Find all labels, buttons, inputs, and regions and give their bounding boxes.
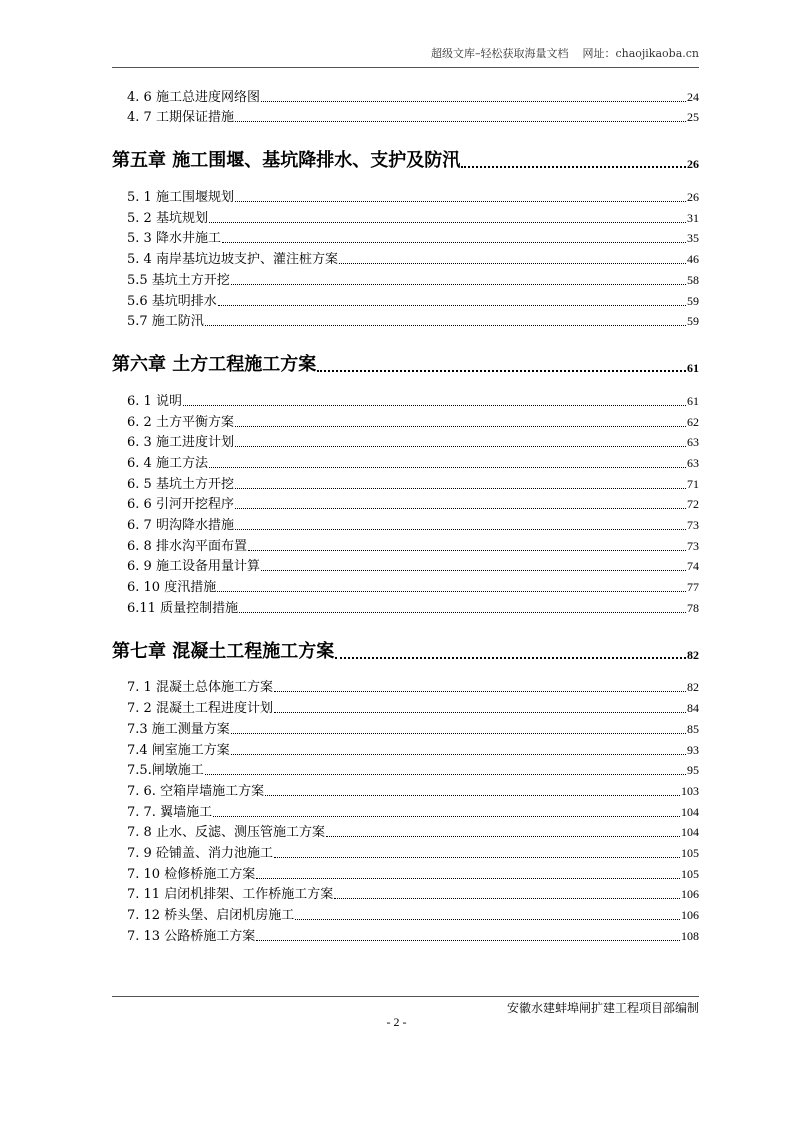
- dot-leader: [235, 121, 686, 122]
- dot-leader: [217, 591, 686, 592]
- toc-entry[interactable]: [112, 820, 699, 841]
- header-site-name: 超级文库–轻松获取海量文档: [430, 47, 569, 60]
- toc-title: 7. 2 混凝土工程进度计划: [127, 701, 273, 717]
- dot-leader: [295, 919, 680, 920]
- header-url: 网址：chaojikaoba.cn: [582, 47, 699, 60]
- toc-title: 7. 9 砼铺盖、消力池施工: [127, 845, 273, 861]
- toc-page-number: 84: [687, 701, 699, 716]
- toc-title: 5. 3 降水井施工: [127, 231, 221, 247]
- toc-page-number: 106: [681, 887, 699, 902]
- toc-entry[interactable]: [112, 902, 699, 923]
- page-number: - 2 -: [386, 1015, 407, 1029]
- toc-page-number: 71: [687, 476, 699, 491]
- toc-page-number: 24: [687, 89, 699, 104]
- dot-leader: [335, 657, 686, 659]
- toc-entry[interactable]: [112, 595, 699, 616]
- dot-leader: [213, 816, 680, 817]
- dot-leader: [274, 712, 686, 713]
- dot-leader: [256, 940, 680, 941]
- toc-title: 7. 8 止水、反滤、测压管施工方案: [127, 825, 325, 841]
- toc-page-number: 78: [687, 600, 699, 615]
- dot-leader: [261, 101, 686, 102]
- dot-leader: [326, 836, 680, 837]
- toc-entry[interactable]: [112, 246, 699, 267]
- toc-entry[interactable]: [112, 695, 699, 716]
- toc-entry[interactable]: [112, 84, 699, 105]
- toc-page-number: 106: [681, 908, 699, 922]
- table-of-contents: [112, 84, 699, 944]
- dot-leader: [235, 529, 686, 530]
- toc-entry[interactable]: [112, 554, 699, 575]
- dot-leader: [235, 488, 686, 489]
- toc-entry[interactable]: [112, 512, 699, 533]
- toc-page-number: 74: [687, 559, 699, 574]
- dot-leader: [218, 305, 686, 306]
- toc-title: 6. 3 施工进度计划: [127, 435, 234, 451]
- dot-leader: [239, 612, 686, 613]
- toc-entry[interactable]: [112, 309, 699, 330]
- toc-entry[interactable]: [112, 388, 699, 409]
- toc-title: 7. 12 桥头堡、启闭机房施工: [127, 908, 295, 923]
- toc-page-number: 46: [687, 252, 699, 267]
- toc-page-number: 105: [681, 845, 699, 860]
- toc-page-number: 63: [687, 435, 699, 450]
- dot-leader: [461, 166, 686, 168]
- toc-title: 4. 7 工期保证措施: [127, 110, 234, 126]
- toc-entry[interactable]: [112, 737, 699, 758]
- toc-title: 6. 10 度汛措施: [127, 580, 217, 596]
- header-rule: [112, 67, 699, 68]
- toc-page-number: 95: [687, 763, 699, 778]
- dot-leader: [256, 878, 680, 879]
- toc-page-number: 25: [687, 110, 699, 125]
- toc-title: 5. 1 施工围堰规划: [127, 190, 234, 206]
- toc-entry[interactable]: [112, 450, 699, 471]
- dot-leader: [339, 263, 686, 264]
- toc-title: 7. 11 启闭机排架、工作桥施工方案: [127, 887, 334, 903]
- toc-chapter[interactable]: [112, 635, 699, 663]
- toc-page-number: 31: [687, 210, 699, 225]
- toc-page-number: 72: [687, 497, 699, 512]
- toc-entry[interactable]: [112, 758, 699, 779]
- dot-leader: [209, 222, 686, 223]
- page-header: [112, 45, 699, 63]
- toc-title: 6. 1 说明: [127, 393, 182, 409]
- toc-entry[interactable]: [112, 882, 699, 903]
- toc-chapter[interactable]: [112, 348, 699, 376]
- toc-entry[interactable]: [112, 105, 699, 126]
- toc-entry[interactable]: [112, 861, 699, 882]
- dot-leader: [235, 426, 686, 427]
- toc-entry[interactable]: [112, 184, 699, 205]
- toc-title: 7.3 施工测量方案: [127, 721, 230, 737]
- toc-title: 第七章 混凝土工程施工方案: [112, 640, 335, 662]
- toc-title: 7. 1 混凝土总体施工方案: [127, 680, 273, 696]
- dot-leader: [231, 754, 686, 755]
- toc-page-number: 85: [687, 721, 699, 736]
- toc-page-number: 73: [687, 538, 699, 553]
- toc-entry[interactable]: [112, 471, 699, 492]
- toc-page-number: 93: [687, 742, 699, 757]
- dot-leader: [205, 325, 686, 326]
- toc-entry[interactable]: [112, 716, 699, 737]
- toc-page-number: 73: [687, 518, 699, 532]
- toc-chapter[interactable]: [112, 144, 699, 172]
- toc-page-number: 62: [687, 414, 699, 429]
- toc-entry[interactable]: [112, 492, 699, 513]
- toc-title: 6. 2 土方平衡方案: [127, 414, 234, 430]
- toc-entry[interactable]: [112, 923, 699, 944]
- toc-entry[interactable]: [112, 778, 699, 799]
- toc-title: 7. 10 检修桥施工方案: [127, 866, 256, 882]
- toc-title: 5.5 基坑土方开挖: [127, 272, 230, 288]
- toc-title: 6. 9 施工设备用量计算: [127, 559, 260, 575]
- toc-title: 7. 13 公路桥施工方案: [127, 928, 256, 944]
- toc-title: 5.6 基坑明排水: [127, 293, 217, 309]
- toc-entry[interactable]: [112, 675, 699, 696]
- dot-leader: [334, 898, 680, 899]
- toc-page-number: 59: [687, 314, 699, 329]
- toc-entry[interactable]: [112, 799, 699, 820]
- toc-title: 7. 7. 翼墙施工: [127, 804, 213, 820]
- footer-rule: [112, 996, 699, 997]
- toc-entry[interactable]: [112, 430, 699, 451]
- dot-leader: [274, 691, 686, 692]
- toc-title: 6. 7 明沟降水措施: [127, 518, 234, 533]
- toc-entry[interactable]: [112, 267, 699, 288]
- toc-title: 7.5.闸墩施工: [127, 763, 204, 779]
- toc-title: 5.7 施工防汛: [127, 314, 204, 330]
- toc-entry[interactable]: [112, 574, 699, 595]
- toc-page-number: 105: [681, 866, 699, 881]
- dot-leader: [261, 570, 686, 571]
- dot-leader: [231, 284, 686, 285]
- dot-leader: [222, 242, 686, 243]
- toc-page-number: 26: [687, 157, 699, 172]
- toc-page-number: 63: [687, 455, 699, 470]
- toc-page-number: 58: [687, 272, 699, 287]
- toc-entry[interactable]: [112, 409, 699, 430]
- toc-page-number: 82: [687, 647, 699, 662]
- header-site: [431, 45, 699, 61]
- toc-page-number: 61: [687, 361, 699, 376]
- toc-title: 6. 5 基坑土方开挖: [127, 476, 234, 492]
- toc-page-number: 82: [687, 680, 699, 695]
- toc-title: 6. 4 施工方法: [127, 455, 208, 471]
- toc-title: 6. 6 引河开挖程序: [127, 497, 234, 513]
- dot-leader: [235, 446, 686, 447]
- dot-leader: [205, 774, 686, 775]
- toc-entry[interactable]: [112, 226, 699, 247]
- toc-entry[interactable]: [112, 533, 699, 554]
- toc-title: 6. 8 排水沟平面布置: [127, 538, 247, 554]
- toc-title: 5. 2 基坑规划: [127, 210, 208, 226]
- dot-leader: [317, 370, 686, 372]
- toc-entry[interactable]: [112, 288, 699, 309]
- dot-leader: [235, 201, 686, 202]
- toc-entry[interactable]: [112, 840, 699, 861]
- toc-title: 4. 6 施工总进度网络图: [127, 89, 260, 105]
- toc-entry[interactable]: [112, 205, 699, 226]
- toc-title: 第六章 土方工程施工方案: [112, 354, 317, 376]
- toc-page-number: 104: [681, 804, 699, 819]
- dot-leader: [274, 857, 680, 858]
- dot-leader: [231, 733, 686, 734]
- toc-title: 7. 6. 空箱岸墙施工方案: [127, 783, 265, 799]
- toc-title: 5. 4 南岸基坑边坡支护、灌注桩方案: [127, 252, 338, 268]
- dot-leader: [209, 467, 686, 468]
- dot-leader: [265, 795, 680, 796]
- dot-leader: [248, 550, 686, 551]
- toc-title: 6.11 质量控制措施: [127, 600, 239, 616]
- dot-leader: [235, 508, 686, 509]
- toc-page-number: 103: [681, 783, 699, 798]
- toc-page-number: 108: [681, 928, 699, 943]
- toc-title: 第五章 施工围堰、基坑降排水、支护及防汛: [112, 150, 461, 172]
- toc-page-number: 61: [687, 393, 699, 408]
- toc-page-number: 59: [687, 293, 699, 308]
- toc-page-number: 26: [687, 190, 699, 205]
- dot-leader: [183, 405, 686, 406]
- toc-page-number: 77: [687, 580, 699, 595]
- toc-page-number: 104: [681, 825, 699, 840]
- footer-text: 安徽水建蚌埠闸扩建工程项目部编制: [506, 1001, 699, 1015]
- toc-page-number: 35: [687, 231, 699, 246]
- toc-title: 7.4 闸室施工方案: [127, 742, 230, 758]
